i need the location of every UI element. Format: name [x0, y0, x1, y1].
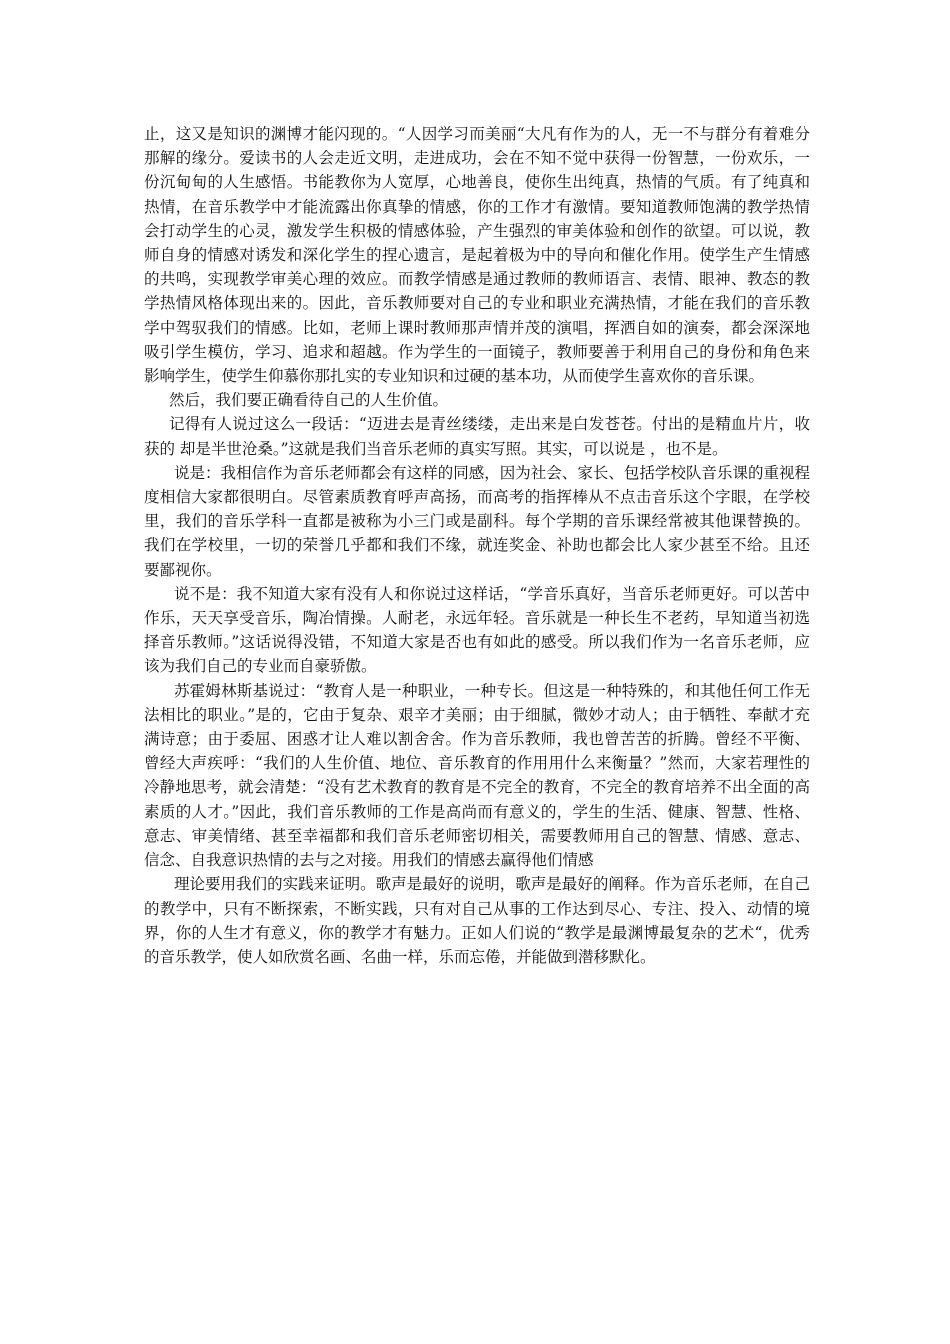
document-body	[144, 122, 810, 969]
paragraph-theory-practice: 理论要用我们的实践来证明。歌声是最好的说明，歌声是最好的阐释。作为音乐老师，在自己的教学中，只有不断探索，不断实践，只有对自己从事的工作达到尽心、专注、投入、动情的境界，你的人生才有意义，你的教学才有魅力。正如人们说的“教学是最渊博最复杂的艺术“，优秀的音乐教学，使人如欣赏名画、名曲一样，乐而忘倦，并能做到潜移默化。	[144, 875, 810, 966]
paragraph-intro-continued: 止，这又是知识的渊博才能闪现的。“人因学习而美丽“大凡有作为的人，无一不与群分有着难分那解的缘分。爱读书的人会走近文明，走进成功，会在不知不觉中获得一份智慧，一份欢乐，一份沉甸甸的人生感悟。书能教你为人宽厚，心地善良，使你生出纯真，热情的气质。有了纯真和热情，在音乐教学中才能流露出你真挚的情感，你的工作才有激情。要知道教师饱满的教学热情会打动学生的心灵，激发学生积极的情感体验，产生强烈的审美体验和创作的欲望。可以说，教师自身的情感对诱发和深化学生的捏心遗言，是起着极为中的导向和催化作用。使学生产生情感的共鸣，实现教学审美心理的效应。而教学情感是通过教师的教师语言、表情、眼神、教态的教学热情风格体现出来的。因此，音乐教师要对自己的专业和职业充满热情，才能在我们的音乐教学中驾驭我们的情感。比如，老师上课时教师那声情并茂的演唱，挥洒自如的演奏，都会深深地吸引学生模仿，学习、追求和超越。作为学生的一面镜子，教师要善于利用自己的身份和角色来影响学生，使学生仰慕你那扎实的专业知识和过硬的基本功，从而使学生喜欢你的音乐课。	[144, 125, 810, 386]
paragraph-life-value: 然后，我们要正确看待自己的人生价值。	[169, 391, 449, 410]
paragraph-sukhomlinsky: 苏霍姆林斯基说过：“教育人是一种职业，一种专长。但这是一种特殊的，和其他任何工作无法相比的职业。”是的，它由于复杂、艰辛才美丽；由于细腻，微妙才动人；由于牺牲、奉献才充满诗意；由于委屈、困惑才让人难以割舍舍。作为音乐教师，我也曾苦苦的折腾。曾经不平衡、曾经大声疾呼：“我们的人生价值、地位、音乐教育的作用用什么来衡量？”然而，大家若理性的冷静地思考，就会清楚：“没有艺术教育的教育是不完全的教育，不完全的教育培养不出全面的高素质的人才。”因此，我们音乐教师的工作是高尚而有意义的，学生的生活、健康、智慧、性格、意志、审美情绪、甚至幸福都和我们音乐老师密切相关，需要教师用自己的智慧、情感、意志、信念、自我意识热情的去与之对接。用我们的情感去赢得他们情感	[144, 681, 810, 870]
paragraph-say-no: 说不是：我不知道大家有没有人和你说过这样话，“学音乐真好，当音乐老师更好。可以苦中作乐，天天享受音乐，陶冶情操。人耐老，永远年轻。音乐就是一种长生不老药，早知道当初选择音乐教师。”这话说得没错，不知道大家是否也有如此的感受。所以我们作为一名音乐老师，应该为我们自己的专业而自豪骄傲。	[144, 584, 810, 676]
paragraph-quote: 记得有人说过这么一段话：“迈进去是青丝缕缕，走出来是白发苍苍。付出的是精血片片，收获的 却是半世沧桑。”这就是我们当音乐老师的真实写照。其实，可以说是 ，也不是。	[144, 415, 810, 458]
paragraph-say-yes: 说是：我相信作为音乐老师都会有这样的同感，因为社会、家长、包括学校队音乐课的重视程度相信大家都很明白。尽管素质教育呼声高扬，而高考的指挥棒从不点击音乐这个字眼，在学校里，我们的音乐学科一直都是被称为小三门或是副科。每个学期的音乐课经常被其他课替换的。我们在学校里，一切的荣誉几乎都和我们不缘，就连奖金、补助也都会比人家少甚至不给。且还要鄙视你。	[144, 463, 810, 579]
